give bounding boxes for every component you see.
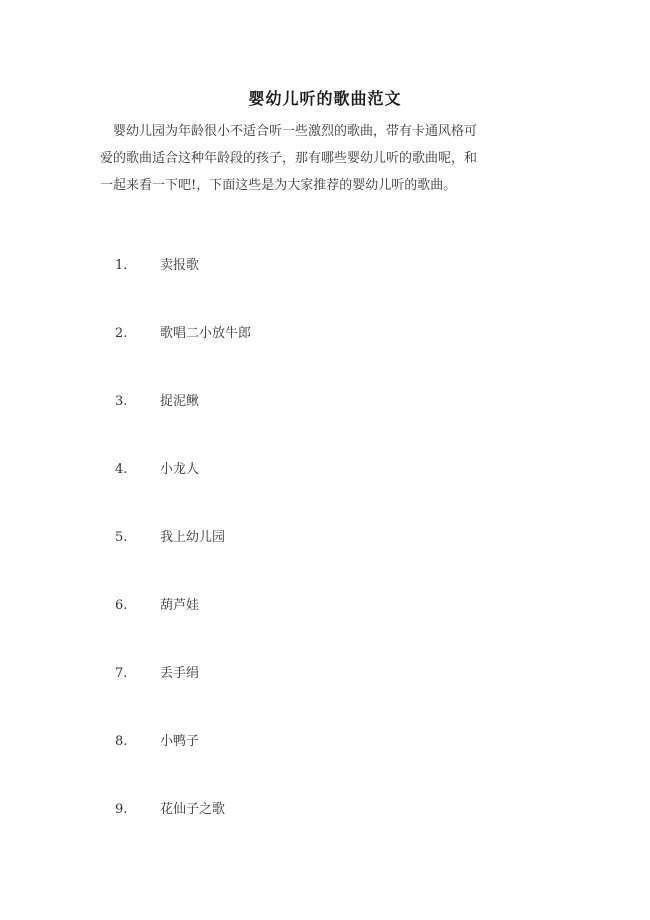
intro-line-3: 一起来看一下吧!，下面这些是为大家推荐的婴幼儿听的歌曲。 (100, 178, 457, 193)
list-item-song-name: 小鸭子 (160, 734, 200, 749)
list-item-number: 2. (115, 326, 128, 341)
list-item (0, 324, 650, 344)
list-item (0, 460, 650, 480)
list-item-song-name: 捉泥鳅 (160, 394, 200, 409)
list-item-song-name: 歌唱二小放牛郎 (160, 326, 252, 341)
intro-line-2: 爱的歌曲适合这种年龄段的孩子，那有哪些婴幼儿听的歌曲呢，和 (100, 151, 478, 166)
list-item-number: 7. (115, 666, 128, 681)
list-item-number: 5. (115, 530, 128, 545)
list-item-number: 9. (115, 802, 128, 817)
list-item-number: 4. (115, 462, 128, 477)
document-title: 婴幼儿听的歌曲范文 (248, 89, 402, 108)
list-item-number: 1. (115, 258, 128, 273)
list-item (0, 800, 650, 820)
intro-line-1: 婴幼儿园为年龄很小不适合听一些激烈的歌曲，带有卡通风格可 (113, 124, 478, 139)
list-item (0, 664, 650, 684)
list-item (0, 392, 650, 412)
list-item-song-name: 葫芦娃 (160, 598, 200, 613)
list-item-song-name: 丢手绢 (160, 666, 200, 681)
list-item-number: 8. (115, 734, 128, 749)
list-item (0, 596, 650, 616)
list-item-song-name: 小龙人 (160, 462, 200, 477)
list-item (0, 256, 650, 276)
list-item-song-name: 我上幼儿园 (160, 530, 226, 545)
list-item (0, 732, 650, 752)
list-item-song-name: 花仙子之歌 (160, 802, 226, 817)
list-item (0, 528, 650, 548)
list-item-number: 6. (115, 598, 128, 613)
list-item-song-name: 卖报歌 (160, 258, 200, 273)
list-item-number: 3. (115, 394, 128, 409)
